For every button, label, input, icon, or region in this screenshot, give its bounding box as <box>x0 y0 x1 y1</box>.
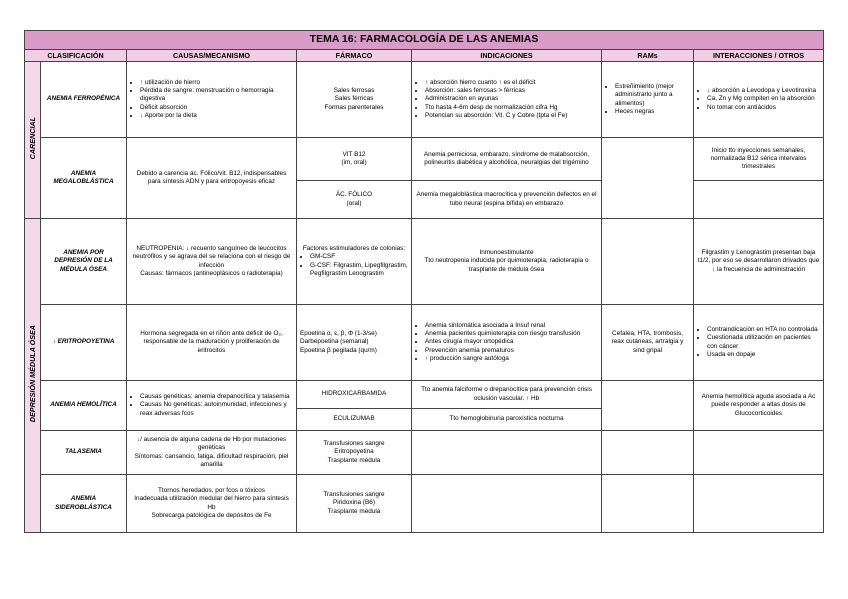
rams-ferropenica: • Estreñimiento (mejor administrarlo junto a alimentos) • Heces negras <box>602 62 694 138</box>
row-name-ferropenica: ANEMIA FERROPÉNICA <box>41 62 127 138</box>
farmaco-hidroxicarbamida: HIDROXICARBAMIDA <box>297 381 412 409</box>
indicaciones-talasemia <box>412 431 602 475</box>
interacciones-talasemia <box>694 431 824 475</box>
causas-sideroblastica: Ttornos heredados, por fcos o tóxicos Inadecuada utilización medular del hierro para síntesis Hb Sobrecarga patológica de depósitos de Fe <box>127 475 297 533</box>
group-carencial: CARENCIAL <box>25 62 41 219</box>
causas-megaloblastica: Debido a carencia ác. Fólico/vit. B12, indispensables para síntesis ADN y para eritropoyesis eficaz <box>127 138 297 219</box>
row-name-eritropoyetina: ↓ ERITROPOYETINA <box>41 305 127 381</box>
row-name-depresion: ANEMIA POR DEPRESIÓN DE LA MÉDULA ÓSEA <box>41 219 127 305</box>
farmaco-vit-b12: VIT B12 (im, oral) <box>297 138 412 181</box>
indicaciones-vit-b12: Anemia perniciosa, embarazo, síndrome de malabsorción, polineuritis diabética y alcohólica, neuralgias del trigémino <box>412 138 602 181</box>
interacciones-sideroblastica <box>694 475 824 533</box>
table-title: TEMA 16: FARMACOLOGÍA DE LAS ANEMIAS <box>25 31 824 50</box>
header-rams: RAMs <box>602 49 694 61</box>
causas-talasemia: ↓/ ausencia de alguna cadena de Hb por mutaciones genéticas Síntomas: cansancio, fatiga, dificultad respiración, piel amarilla <box>127 431 297 475</box>
header-indicaciones: INDICACIONES <box>412 49 602 61</box>
interacciones-eritropoyetina: • Contraindicación en HTA no controlada • Cuestionada utilización en pacientes con cáncer • Usada en dopaje <box>694 305 824 381</box>
indicaciones-ac-folico: Anemia megaloblástica macrocítica y prevención defectos en el tubo neural (espina bífida) en embarazo <box>412 181 602 219</box>
farmaco-talasemia: Transfusiones sangre Eritropoyetina Trasplante médula <box>297 431 412 475</box>
table-row <box>25 138 824 181</box>
causas-ferropenica: • ↑ utilización de hierro • Pérdida de sangre: menstruación o hemorragia digestiva • Déficit absorción • ↓ Aporte por la dieta <box>127 62 297 138</box>
group-depresion-medula: DEPRESIÓN MÉDULA ÓSEA <box>25 219 41 533</box>
interacciones-depresion: Filgrastim y Lenograstim presentan baja t1/2, por eso se desarrollaron drivados que ↓ la frecuencia de administración <box>694 219 824 305</box>
row-name-hemolitica: ANEMIA HEMOLÍTICA <box>41 381 127 431</box>
indicaciones-sideroblastica <box>412 475 602 533</box>
rams-sideroblastica <box>602 475 694 533</box>
rams-eritropoyetina: Cefalea, HTA, trombosis, reax cutáneas, artralgia y sind gripal <box>602 305 694 381</box>
indicaciones-depresion: Inmunoestimulante Tto neutropenia inducida por quimioterapia, radioterapia o trasplante de médula ósea <box>412 219 602 305</box>
header-interacciones: INTERACCIONES / OTROS <box>694 49 824 61</box>
anemia-pharmacology-table <box>24 30 824 533</box>
interacciones-vit-b12: Inicio tto inyecciones semanales, normalizada B12 sérica intervalos trimestrales <box>694 138 824 181</box>
causas-depresion: NEUTROPENIA: ↓ recuento sanguíneo de leucocitos neutrófilos y se agrava del se relaciona con el riesgo de infección Causas: fármacos (antineoplásicos o radioterapia) <box>127 219 297 305</box>
row-name-megaloblastica: ANEMIA MEGALOBLÁSTICA <box>41 138 127 219</box>
farmaco-ferropenica: Sales ferrosas Sales férricas Formas parenterales <box>297 62 412 138</box>
table-row <box>25 431 824 475</box>
table-row <box>25 475 824 533</box>
indicaciones-ferropenica: • ↑ absorción hierro cuanto ↑ es el déficit • Absorción: sales ferrosas > férricas • Administración en ayunas • Tto hasta 4-6m desp de normalización cifra Hg • Potencian su absorción: Vit. C y Cobre (tpta el Fe) <box>412 62 602 138</box>
row-name-talasemia: TALASEMIA <box>41 431 127 475</box>
interacciones-hemolitica: Anemia hemolítica aguda asociada a Ac puede responder a altas dosis de Glucocorticoides <box>694 381 824 431</box>
header-farmaco: FÁRMACO <box>297 49 412 61</box>
indicaciones-eculizumab: Tto hemoglobinuria paroxística nocturna <box>412 409 602 431</box>
row-name-sideroblastica: ANEMIA SIDEROBLÁSTICA <box>41 475 127 533</box>
farmaco-sideroblastica: Transfusiones sangre Piridoxina (B6) Trasplante médula <box>297 475 412 533</box>
interacciones-ferropenica: • ↓ absorción a Levodopa y Levotiroxina • Ca, Zn y Mg compiten en la absorción • No tomar con antiácidos <box>694 62 824 138</box>
farmaco-depresion: Factores estimuladores de colonias: • GM-CSF • G-CSF: Filgrastim, Lipegfilgrastim, Pegfilgrastim Lenograstim <box>297 219 412 305</box>
indicaciones-eritropoyetina: • Anemia sintomática asociada a Insuf renal • Anemia pacientes quimioterapia con riesgo transfusión • Antes cirugía mayor ortopédica • Prevención anemia prematuros • ↑ producción sangre autóloga <box>412 305 602 381</box>
causas-eritropoyetina: Hormona segregada en el riñón ante déficit de O₂, responsable de la maduración y proliferación de eritrocitos <box>127 305 297 381</box>
rams-depresion <box>602 219 694 305</box>
header-causas: CAUSAS/MECANISMO <box>127 49 297 61</box>
table-row <box>25 381 824 409</box>
rams-megaloblastica <box>602 138 694 219</box>
table-row <box>25 219 824 305</box>
farmaco-ac-folico: ÁC. FÓLICO (oral) <box>297 181 412 219</box>
rams-hemolitica <box>602 381 694 431</box>
table-row <box>25 62 824 138</box>
farmaco-eritropoyetina: Epoetina α, ɛ, β, Φ (1-3/se) Darbepoetina (semanal) Epoetina β pegilada (qu/m) <box>297 305 412 381</box>
interacciones-ac-folico <box>694 181 824 219</box>
table-row <box>25 305 824 381</box>
farmaco-eculizumab: ECULIZUMAB <box>297 409 412 431</box>
indicaciones-hidroxicarbamida: Tto anemia falciforme o drepanocítica para prevención crisis oclusión vascular. ↑ Hb <box>412 381 602 409</box>
causas-hemolitica: • Causas genéticas: anemia drepanocítica y talasemia • Causas No genéticas: autoinmunidad, infecciones y reax adversas fcos <box>127 381 297 431</box>
rams-talasemia <box>602 431 694 475</box>
header-clasificacion: CLASIFICACIÓN <box>25 49 127 61</box>
